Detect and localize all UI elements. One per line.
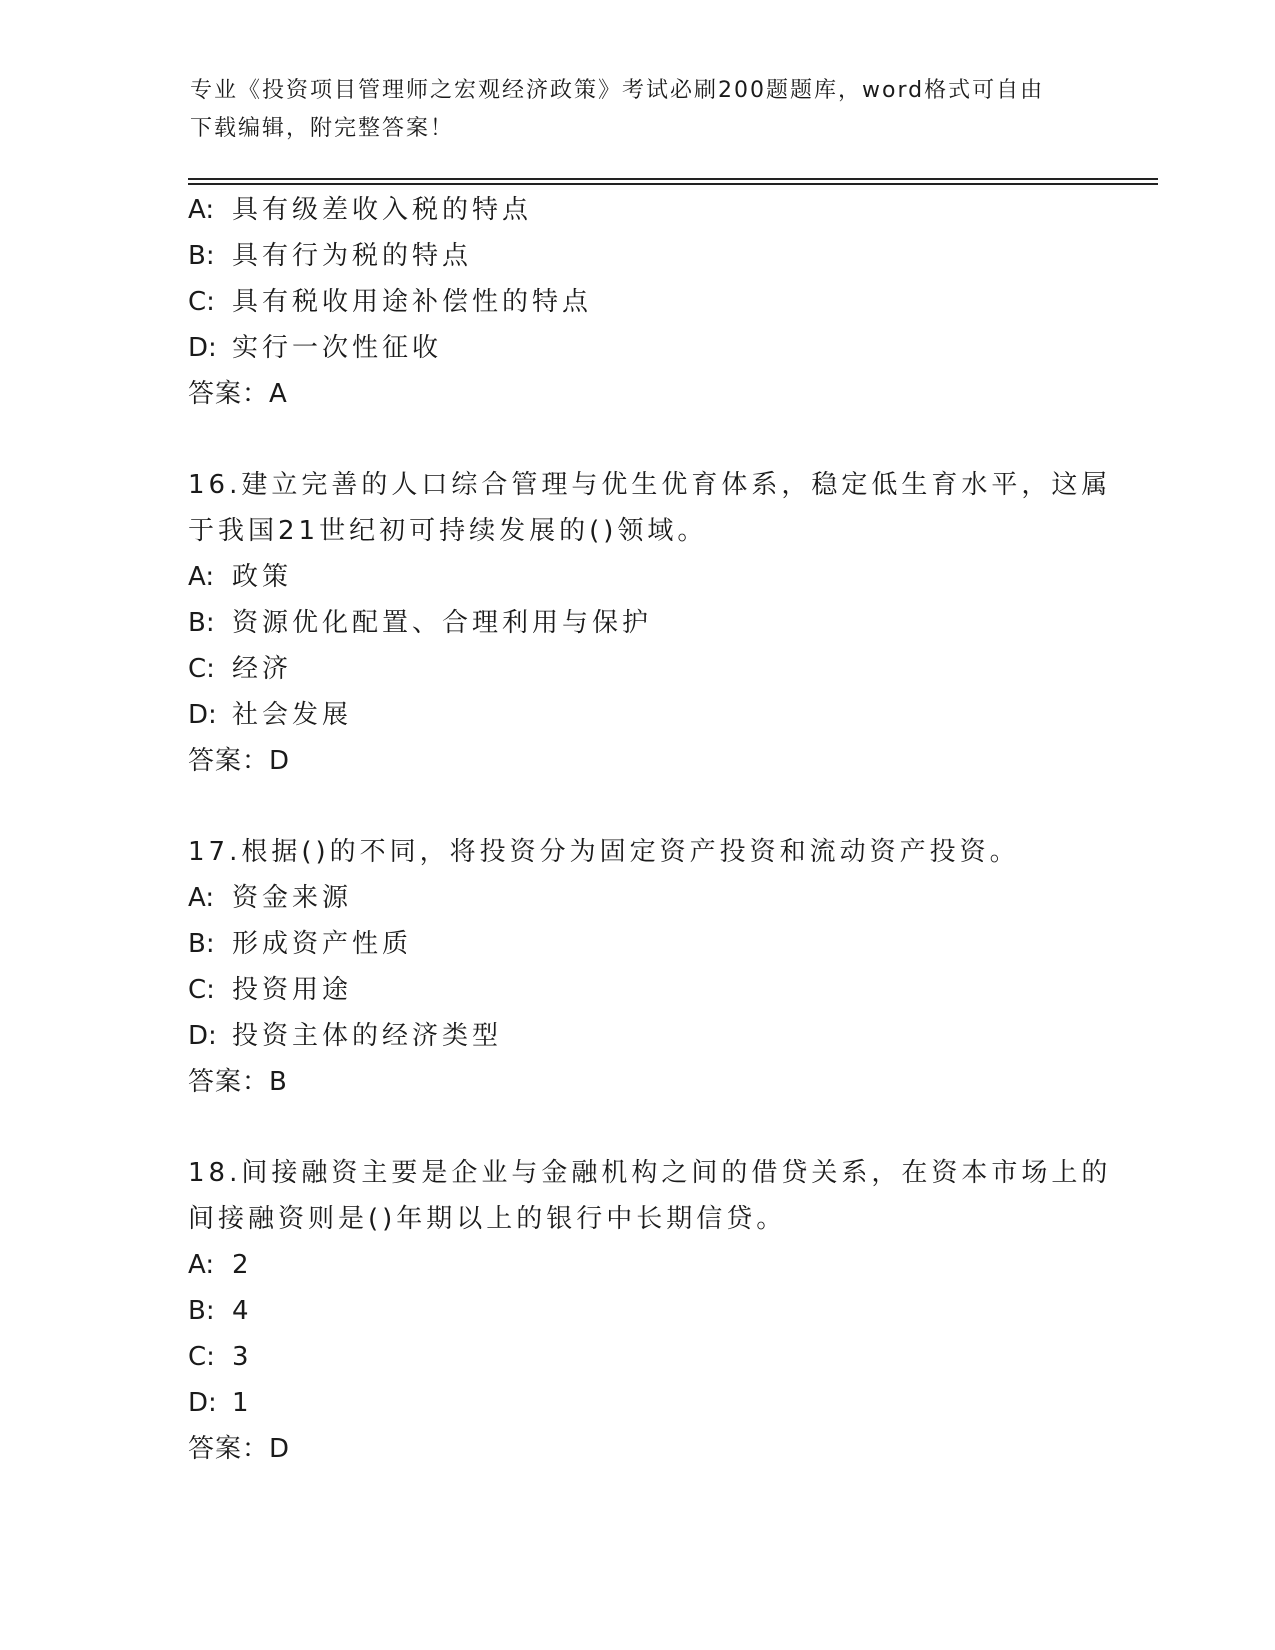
document-header	[190, 72, 1090, 148]
option-c: C: 经济	[188, 654, 293, 684]
option-a: A: 具有级差收入税的特点	[188, 195, 533, 225]
answer-line: 答案：D	[188, 746, 291, 776]
question-list	[188, 187, 1112, 1472]
header-line-1: 专业《投资项目管理师之宏观经济政策》考试必刷200题题库，word格式可自由	[190, 78, 1045, 103]
question-text-line-1: 16.建立完善的人口综合管理与优生优育体系，稳定低生育水平，这属	[188, 470, 1112, 500]
question-18-block	[188, 1150, 1112, 1472]
question-text-line-2: 间接融资则是()年期以上的银行中长期信贷。	[188, 1204, 787, 1234]
header-divider-top	[188, 178, 1158, 180]
option-d: D: 实行一次性征收	[188, 333, 443, 363]
option-a: A: 资金来源	[188, 883, 353, 913]
option-a: A: 2	[188, 1250, 253, 1280]
question-text-line-1: 18.间接融资主要是企业与金融机构之间的借贷关系，在资本市场上的	[188, 1158, 1112, 1188]
option-b: B: 形成资产性质	[188, 929, 413, 959]
question-text-line-1: 17.根据()的不同，将投资分为固定资产投资和流动资产投资。	[188, 837, 1020, 867]
option-c: C: 3	[188, 1342, 253, 1372]
answer-line: 答案：D	[188, 1434, 291, 1464]
option-c: C: 投资用途	[188, 975, 353, 1005]
answer-line: 答案：B	[188, 1067, 288, 1097]
option-d: D: 投资主体的经济类型	[188, 1021, 503, 1051]
option-d: D: 1	[188, 1388, 253, 1418]
header-line-2: 下载编辑，附完整答案！	[190, 116, 455, 141]
option-c: C: 具有税收用途补偿性的特点	[188, 287, 593, 317]
option-a: A: 政策	[188, 562, 293, 592]
option-b: B: 资源优化配置、合理利用与保护	[188, 608, 653, 638]
question-15-block	[188, 187, 1088, 417]
question-text-line-2: 于我国21世纪初可持续发展的()领域。	[188, 516, 708, 546]
option-b: B: 4	[188, 1296, 253, 1326]
option-b: B: 具有行为税的特点	[188, 241, 473, 271]
header-divider-bottom	[188, 183, 1158, 185]
question-17-block	[188, 829, 1088, 1105]
question-16-block	[188, 462, 1112, 784]
answer-line: 答案：A	[188, 379, 288, 409]
option-d: D: 社会发展	[188, 700, 353, 730]
